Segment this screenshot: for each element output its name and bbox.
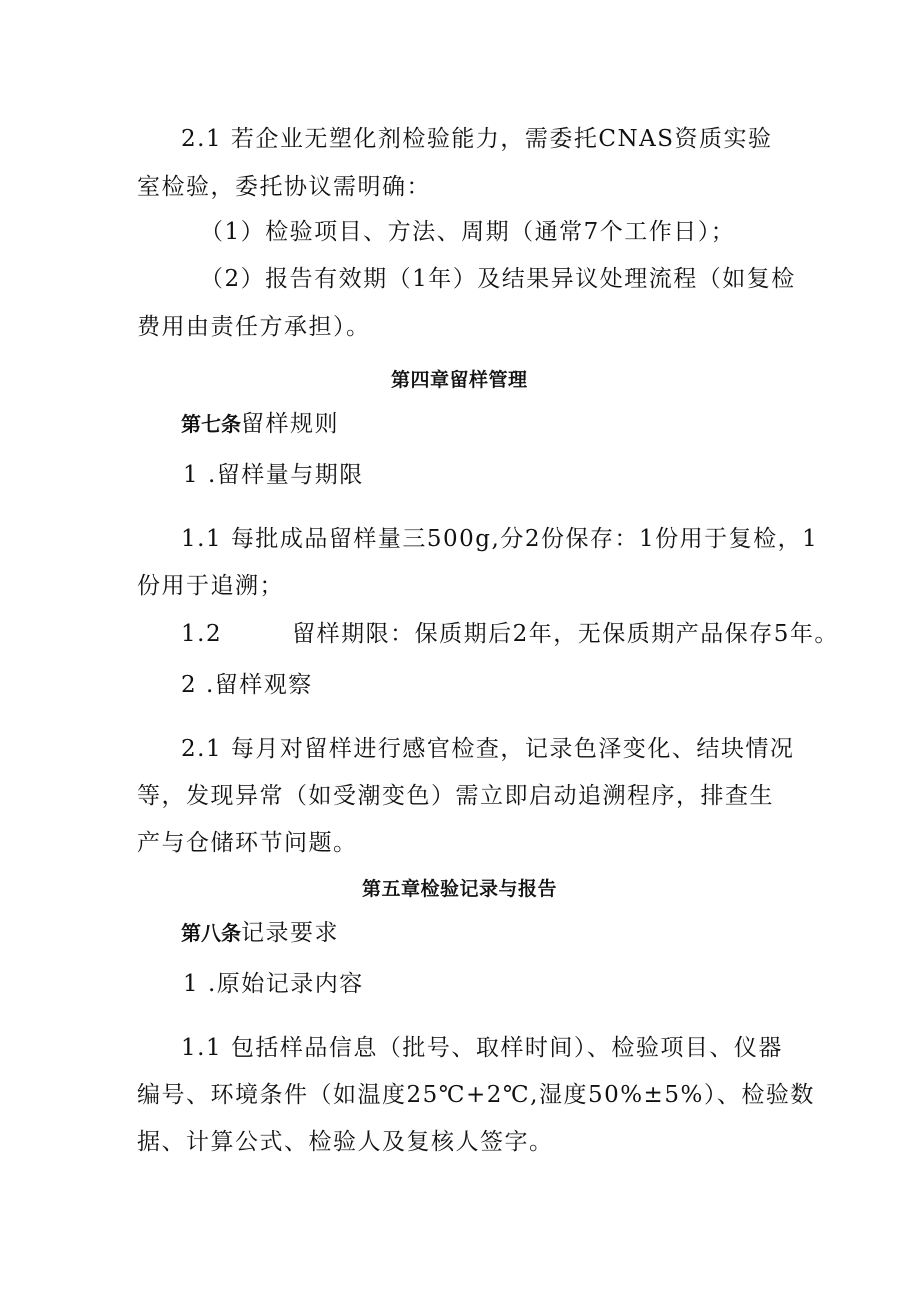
list-item-2-line-2: 费用由责任方承担）。 bbox=[137, 314, 371, 340]
list-item-1: （1）检验项目、方法、周期（通常7个工作日）； bbox=[200, 219, 736, 245]
article-7-title: 留样规则 bbox=[241, 411, 339, 437]
paragraph-1-2-text: 留样期限：保质期后2年，无保质期产品保存5年。 bbox=[292, 621, 839, 647]
subsection-1-heading: 1 .留样量与期限 bbox=[183, 462, 364, 488]
paragraph-record-1-1-line-3: 据、计算公式、检验人及复核人签字。 bbox=[137, 1129, 554, 1155]
subsection-2-heading: 2 .留样观察 bbox=[181, 672, 313, 698]
paragraph-1-2-number: 1.2 bbox=[181, 621, 223, 647]
article-8-heading bbox=[181, 918, 339, 948]
article-8-label: 第八条 bbox=[181, 921, 241, 945]
chapter-4-title: 第四章留样管理 bbox=[391, 369, 528, 391]
paragraph-1-2 bbox=[181, 619, 839, 649]
paragraph-2-1-line-1: 2.1 若企业无塑化剂检验能力，需委托CNAS资质实验 bbox=[181, 126, 773, 152]
paragraph-2-1-line-2: 室检验，委托协议需明确： bbox=[137, 174, 431, 200]
article-7-label: 第七条 bbox=[181, 412, 241, 436]
article-8-title: 记录要求 bbox=[241, 920, 339, 946]
paragraph-2-1-obs-line-3: 产与仓储环节问题。 bbox=[137, 830, 358, 856]
list-item-2-line-1: （2）报告有效期（1年）及结果异议处理流程（如复检 bbox=[200, 266, 796, 292]
article-7-heading bbox=[181, 409, 339, 439]
subsection-1-record-heading: 1 .原始记录内容 bbox=[183, 971, 364, 997]
paragraph-2-1-obs-line-1: 2.1 每月对留样进行感官检查，记录色泽变化、结块情况 bbox=[181, 736, 795, 762]
paragraph-record-1-1-line-2: 编号、环境条件（如温度25℃+2℃,湿度50%±5%）、检验数 bbox=[137, 1082, 815, 1108]
paragraph-1-1-line-1: 1.1 每批成品留样量三500g,分2份保存：1份用于复检，1 bbox=[181, 526, 819, 552]
paragraph-record-1-1-line-1: 1.1 包括样品信息（批号、取样时间）、检验项目、仪器 bbox=[181, 1035, 783, 1061]
paragraph-1-1-line-2: 份用于追溯； bbox=[137, 573, 284, 599]
paragraph-2-1-obs-line-2: 等，发现异常（如受潮变色）需立即启动追溯程序，排查生 bbox=[137, 783, 774, 809]
chapter-5-title: 第五章检验记录与报告 bbox=[362, 878, 558, 900]
